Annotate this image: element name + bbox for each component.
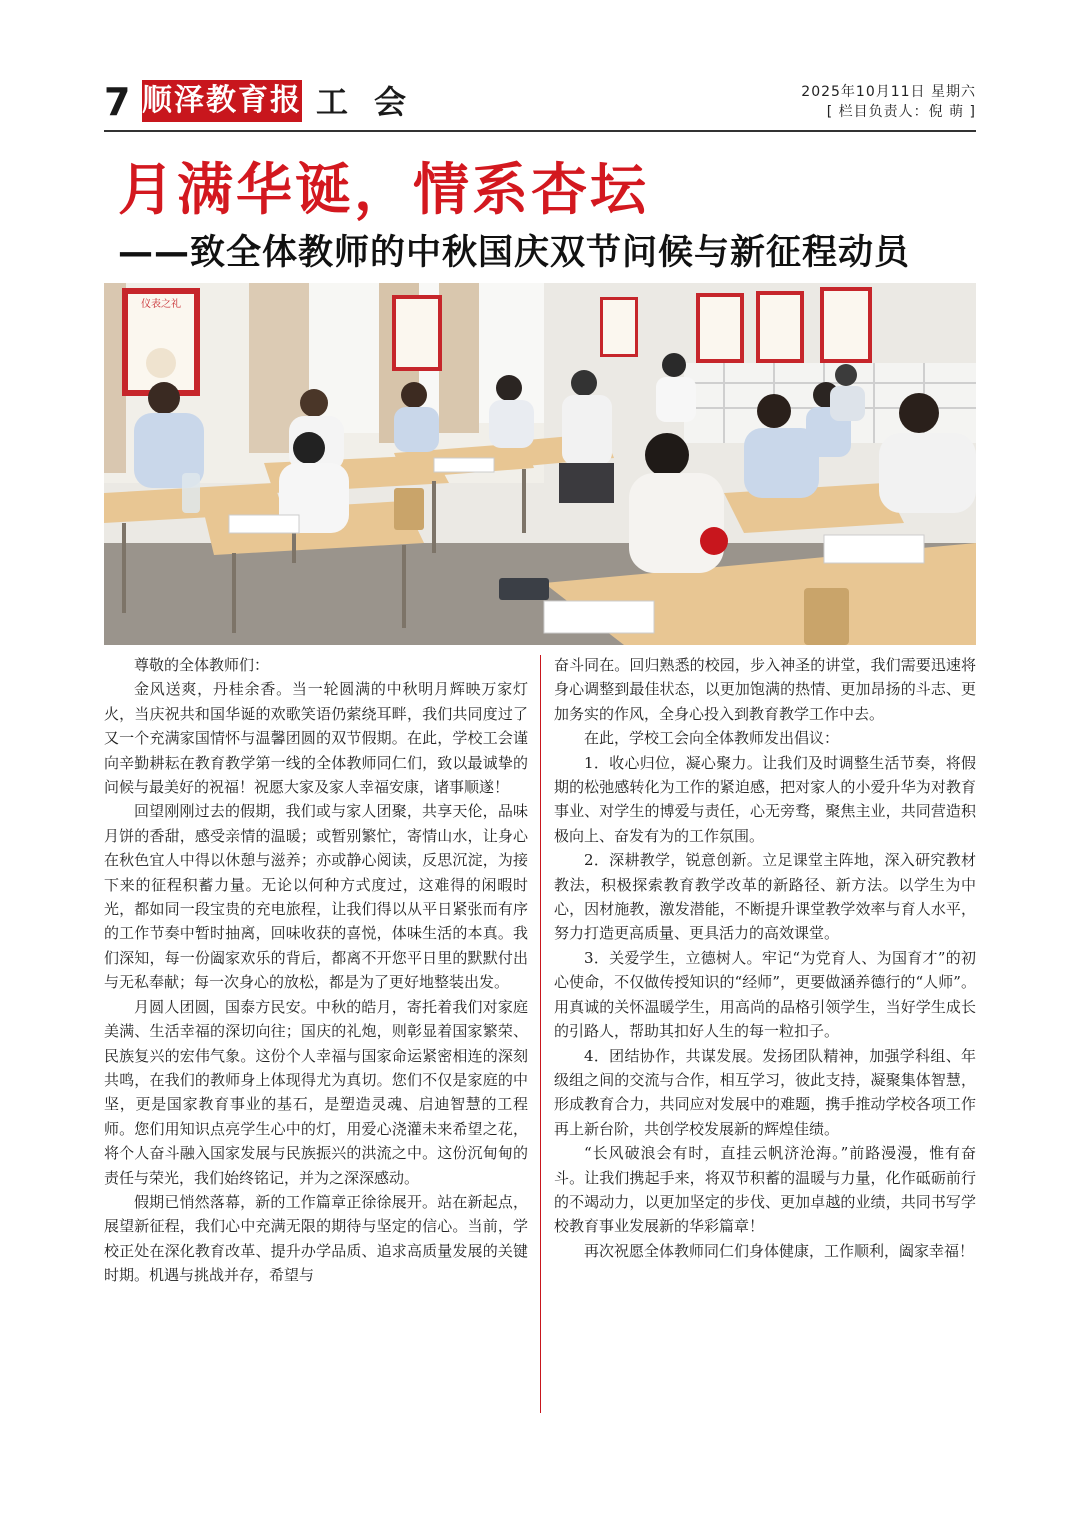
proposal-item: 2．深耕教学，锐意创新。立足课堂主阵地，深入研究教材教法，积极探索教育教学改革的新路径、新方法。以学生为中心，因材施教，激发潜能，不断提升课堂教学效率与育人水平，努力打造更高质量、更具活力的高效课堂。	[554, 851, 976, 943]
paragraph-continued: 奋斗同在。回归熟悉的校园，步入神圣的讲堂，我们需要迅速将身心调整到最佳状态，以更加饱满的热情、更加昂扬的斗志、更加务实的作风，全身心投入到教育教学工作中去。	[554, 656, 976, 723]
wall-poster	[122, 288, 200, 396]
paragraph: 金风送爽，丹桂余香。当一轮圆满的中秋明月辉映万家灯火，当庆祝共和国华诞的欢歌笑语仍萦绕耳畔，我们共同度过了又一个充满家国情怀与温馨团圆的双节假期。在此，学校工会谨向辛勤耕耘在教育教学第一线的全体教师同仁们，致以最诚挚的问候与最美好的祝福！祝愿大家及家人幸福安康，诸事顺遂！	[104, 680, 528, 797]
proposal-item: 3．关爱学生，立德树人。牢记“为党育人、为国育才”的初心使命，不仅做传授知识的“经师”，更要做涵养德行的“人师”。用真诚的关怀温暖学生，用高尚的品格引领学生，当好学生成长的引路人，帮助其扣好人生的每一粒扣子。	[554, 948, 976, 1041]
issue-date: 2025年10月11日 星期六	[801, 84, 976, 100]
salutation: 尊敬的全体教师们：	[134, 656, 270, 674]
paragraph: “长风破浪会有时，直挂云帆济沧海。”前路漫漫，惟有奋斗。让我们携起手来，将双节积蓄的温暖与力量，化作砥砺前行的不竭动力，以更加坚定的步伐、更加卓越的业绩，共同书写学校教育事业发展新的华彩篇章！	[554, 1144, 976, 1236]
column-editor: [ 栏目负责人：倪 萌 ]	[826, 104, 976, 120]
newspaper-logo: 顺泽教育报	[142, 80, 302, 122]
article-body-left	[104, 653, 528, 1288]
paragraph: 在此，学校工会向全体教师发出倡议：	[584, 729, 840, 748]
article-subtitle: ——致全体教师的中秋国庆双节问候与新征程动员	[118, 233, 911, 273]
page-number: 7	[104, 80, 131, 124]
svg-text:仪表之礼: 仪表之礼	[141, 299, 181, 310]
classroom-photo	[104, 283, 976, 645]
closing-paragraph: 再次祝愿全体教师同仁们身体健康，工作顺利，阖家幸福！	[584, 1241, 975, 1260]
proposal-item: 1．收心归位，凝心聚力。让我们及时调整生活节奏，将假期的松弛感转化为工作的紧迫感，把对家人的小爱升华为对教育事业、对学生的博爱与责任，心无旁骛，聚焦主业，共同营造积极向上、奋发有为的工作氛围。	[554, 753, 976, 845]
proposal-item: 4．团结协作，共谋发展。发扬团队精神，加强学科组、年级组之间的交流与合作，相互学习，彼此支持，凝聚集体智慧，形成教育合力，共同应对发展中的难题，携手推动学校各项工作再上新台阶，共创学校发展新的辉煌佳绩。	[554, 1046, 976, 1138]
paragraph: 月圆人团圆，国泰方民安。中秋的皓月，寄托着我们对家庭美满、生活幸福的深切向往；国庆的礼炮，则彰显着国家繁荣、民族复兴的宏伟气象。这份个人幸福与国家命运紧密相连的深刻共鸣，在我们的教师身上体现得尤为真切。您们不仅是家庭的中坚，更是国家教育事业的基石，是塑造灵魂、启迪智慧的工程师。您们用知识点亮学生心中的灯，用爱心浇灌未来希望之花，将个人奋斗融入国家发展与民族振兴的洪流之中。这份沉甸甸的责任与荣光，我们始终铭记，并为之深深感动。	[104, 997, 528, 1187]
paragraph: 回望刚刚过去的假期，我们或与家人团聚，共享天伦，品味月饼的香甜，感受亲情的温暖；或暂别繁忙，寄情山水，让身心在秋色宜人中得以休憩与滋养；亦或静心阅读，反思沉淀，为接下来的征程积蓄力量。无论以何种方式度过，这难得的闲暇时光，都如同一段宝贵的充电旅程，让我们得以从平日紧张而有序的工作节奏中暂时抽离，回味收获的喜悦，体味生活的本真。我们深知，每一份阖家欢乐的背后，都离不开您平日里的默默付出与无私奉献；每一次身心的放松，都是为了更好地整装出发。	[104, 802, 528, 992]
paragraph: 假期已悄然落幕，新的工作篇章正徐徐展开。站在新起点，展望新征程，我们心中充满无限的期待与坚定的信心。当前，学校正处在深化教育改革、提升办学品质、追求高质量发展的关键时期。机遇与挑战并存，希望与	[104, 1192, 528, 1285]
column-divider	[540, 655, 541, 1413]
article-title: 月满华诞，情系杏坛	[118, 158, 649, 223]
section-name: 工会	[316, 83, 433, 121]
header-rule	[104, 130, 976, 132]
masthead	[104, 76, 976, 128]
article-body-right	[554, 653, 976, 1263]
